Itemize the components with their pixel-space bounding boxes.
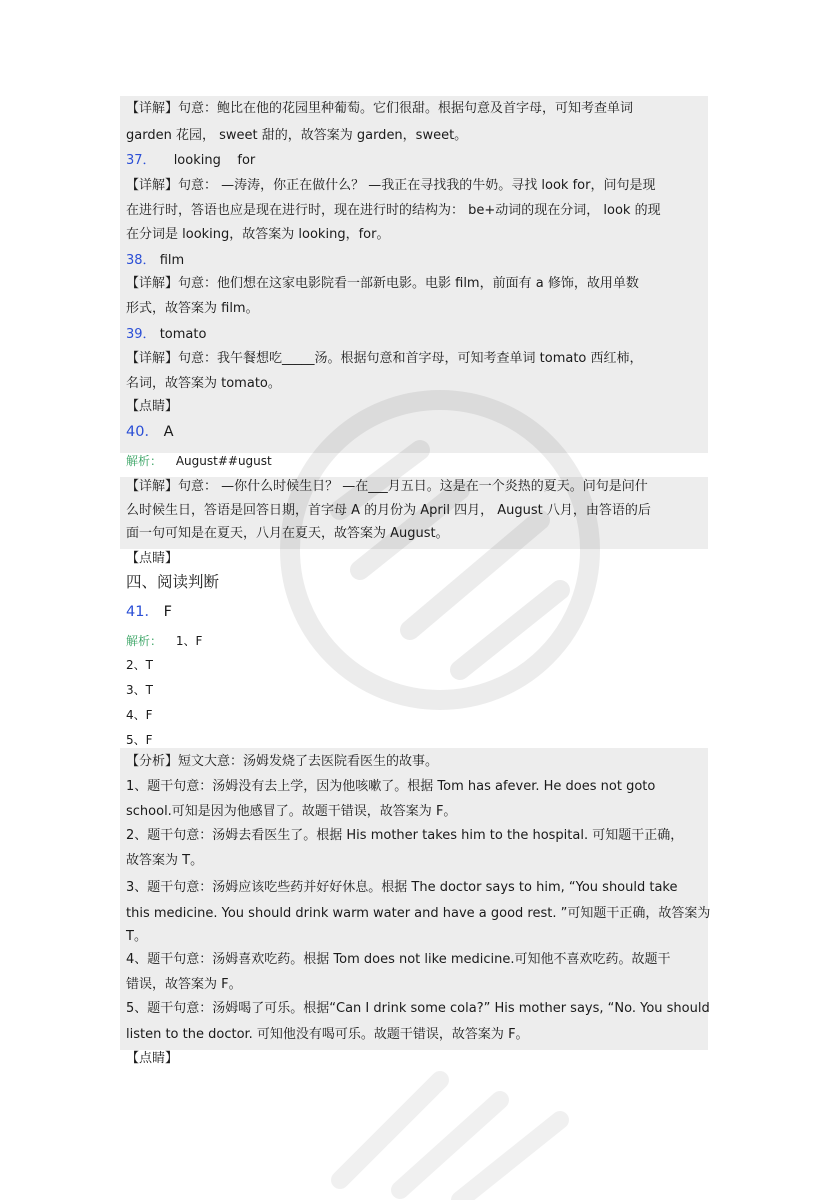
text-segment: 【详解】句意：我午餐想吃 [126, 351, 283, 366]
answer-text: A [163, 424, 174, 440]
text-line: this medicine. You should drink warm water and have a good rest. ”可知题干正确，故答案为 [126, 906, 711, 921]
text-line: 名词，故答案为 tomato。 [126, 376, 281, 391]
text-line: listen to the doctor. 可知他没有喝可乐。故题干错误，故答案为 F。 [126, 1027, 529, 1042]
question-number: 41． [126, 604, 159, 620]
text-line: 在分词是 looking，故答案为 looking，for。 [126, 227, 390, 242]
answer-text: tomato [159, 327, 207, 342]
answer-text: F [163, 604, 172, 620]
text-line: 1、题干句意：汤姆没有去上学，因为他咳嗽了。根据 Tom has afever. He does not goto [126, 779, 656, 794]
text-line: 【点睛】 [126, 551, 179, 566]
section-heading: 四、阅读判断 [126, 573, 220, 591]
jiexi-label: 解析： [126, 634, 163, 648]
text-segment: 【详解】句意： —你什么时候生日？ —在 [126, 479, 369, 494]
text-line [126, 350, 643, 368]
text-line: 4、题干句意：汤姆喜欢吃药。根据 Tom does not like medicine.可知他不喜欢吃药。故题干 [126, 952, 671, 967]
question-38 [126, 252, 184, 270]
text-line: school.可知是因为他感冒了。故题干错误，故答案为 F。 [126, 804, 457, 819]
text-line: 形式，故答案为 film。 [126, 301, 259, 316]
answer-text: film [159, 253, 185, 268]
text-line: T。 [126, 929, 147, 944]
text-line: 故答案为 T。 [126, 853, 204, 868]
text-line: 【详解】句意：鲍比在他的花园里种葡萄。它们很甜。根据句意及首字母，可知考查单词 [126, 101, 634, 116]
text-line: 错误，故答案为 F。 [126, 977, 242, 992]
text-line: 5、题干句意：汤姆喝了可乐。根据“Can I drink some cola?” His mother says, “No. You should [126, 1001, 710, 1016]
question-41 [126, 603, 172, 621]
text-line: 么时候生日，答语是回答日期，首字母 A 的月份为 April 四月， August 八月，由答语的后 [126, 503, 651, 518]
question-40 [126, 423, 173, 441]
text-line: garden 花园， sweet 甜的，故答案为 garden，sweet。 [126, 128, 468, 143]
blank: ___ [368, 479, 388, 494]
jiexi-line [126, 632, 202, 650]
jiexi-value: 1、F [175, 634, 203, 648]
question-number: 38． [126, 253, 156, 268]
text-segment: 汤。根据句意和首字母，可知考查单词 tomato 西红柿， [314, 351, 643, 366]
text-line: 面一句可知是在夏天，八月在夏天，故答案为 August。 [126, 526, 449, 541]
answer-item: 5、F [126, 733, 153, 747]
question-39 [126, 326, 206, 344]
text-line: 3、题干句意：汤姆应该吃些药并好好休息。根据 The doctor says to him, “You should take [126, 880, 678, 895]
text-line [126, 478, 648, 496]
jiexi-line [126, 452, 272, 470]
question-37 [126, 152, 255, 170]
answer-item: 4、F [126, 708, 153, 722]
text-line: 在进行时，答语也应是现在进行时，现在进行时的结构为： be+动词的现在分词， look 的现 [126, 203, 661, 218]
question-number: 40． [126, 424, 159, 440]
text-line: 【分析】短文大意：汤姆发烧了去医院看医生的故事。 [126, 754, 439, 769]
text-segment: 月五日。这是在一个炎热的夏天。问句是问什 [387, 479, 648, 494]
answer-item: 2、T [126, 658, 153, 672]
question-number: 39． [126, 327, 156, 342]
text-line: 【详解】句意：他们想在这家电影院看一部新电影。电影 film，前面有 a 修饰，故用单数 [126, 276, 639, 291]
jiexi-value: August##ugust [175, 454, 272, 468]
answer-item: 3、T [126, 683, 153, 697]
jiexi-label: 解析： [126, 454, 163, 468]
text-line: 【点睛】 [126, 399, 179, 414]
watermark-logo [300, 1040, 600, 1200]
text-line: 【点睛】 [126, 1051, 179, 1066]
answer-text: looking for [173, 153, 256, 168]
blank: _____ [282, 351, 315, 366]
text-line: 【详解】句意： —涛涛，你正在做什么？ —我正在寻找我的牛奶。寻找 look for，问句是现 [126, 178, 656, 193]
text-line: 2、题干句意：汤姆去看医生了。根据 His mother takes him to the hospital. 可知题干正确， [126, 828, 684, 843]
question-number: 37． [126, 153, 156, 168]
